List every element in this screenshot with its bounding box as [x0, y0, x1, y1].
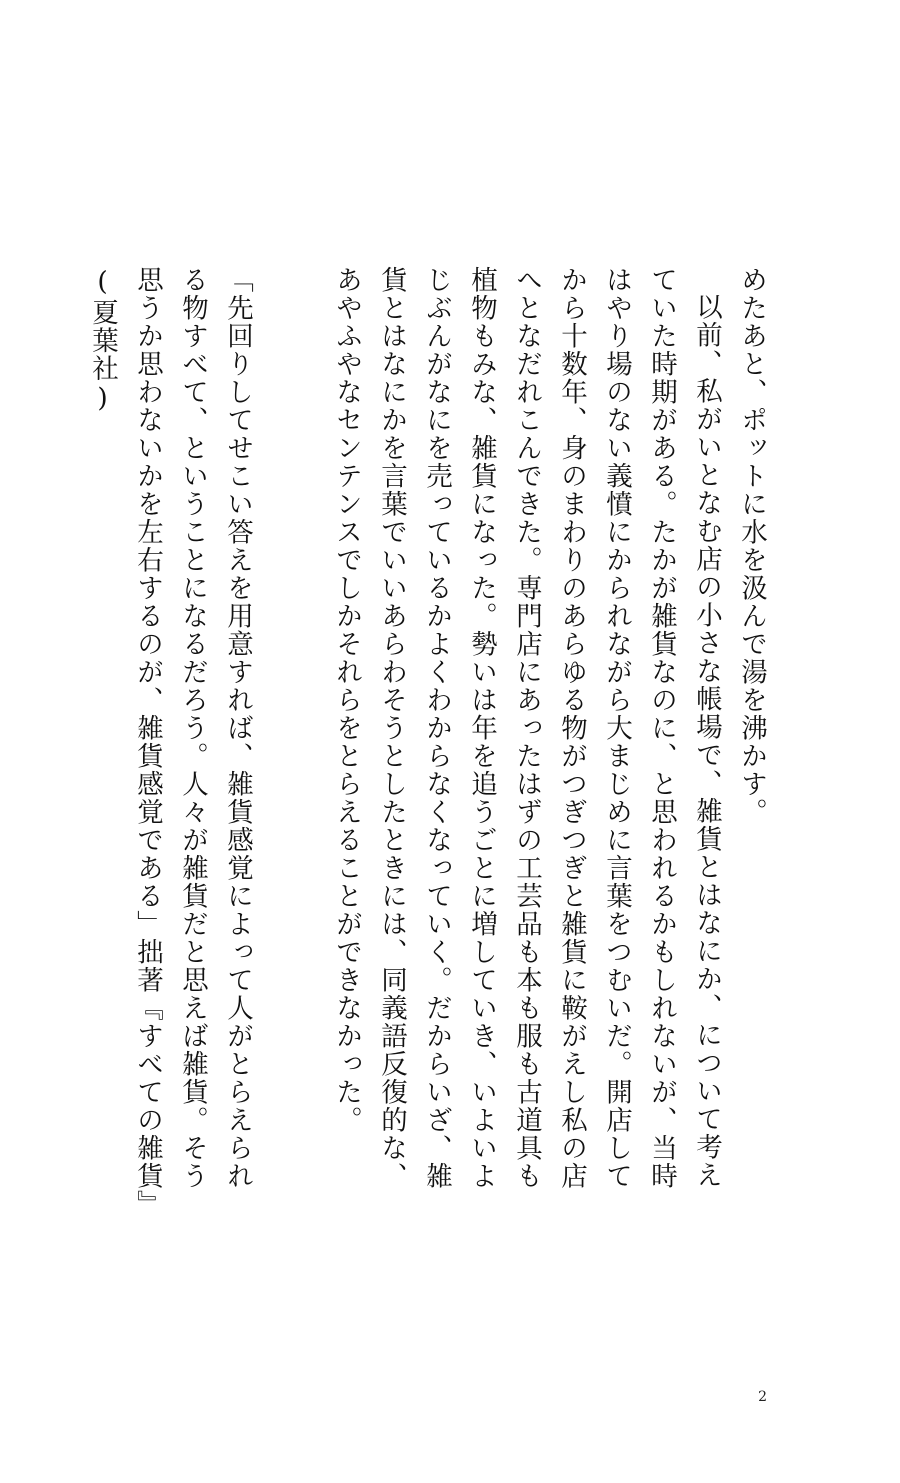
page-number: 2 — [758, 1389, 767, 1405]
body-text — [324, 266, 774, 1206]
quotation-text: 「先回りしてせこい答えを用意すれば、雑貨感覚によって人がとらえられる物すべて、ということになるだろう。人々が雑貨だと思えば雑貨。そう思うか思わないかを左右するのが、雑貨感覚である」拙著『すべての雑貨』(夏葉社) — [87, 266, 253, 1205]
paragraph-continuation: めたあと、ポットに水を汲んで湯を沸かす。 — [736, 266, 767, 826]
paragraph-main: 以前、私がいとなむ店の小さな帳場で、雑貨とはなにか、について考えていた時期がある。たかが雑貨なのに、と思われるかもしれないが、当時はやり場のない義憤にかられながら大まじめに言葉をつむいだ。開店してから十数年、身のまわりのあらゆる物がつぎつぎと雑貨に鞍がえし私の店へとなだれこんできた。専門店にあったはずの工芸品も本も服も古道具も植物もみな、雑貨になった。勢いは年を追うごとに増していき、いよいよじぶんがなにを売っているかよくわからなくなっていく。だからいざ、雑貨とはなにかを言葉でいいあらわそうとしたときには、同義語反復的な、あやふやなセンテンスでしかそれらをとらえることができなかった。 — [331, 266, 722, 1190]
quotation-block — [80, 266, 260, 1206]
